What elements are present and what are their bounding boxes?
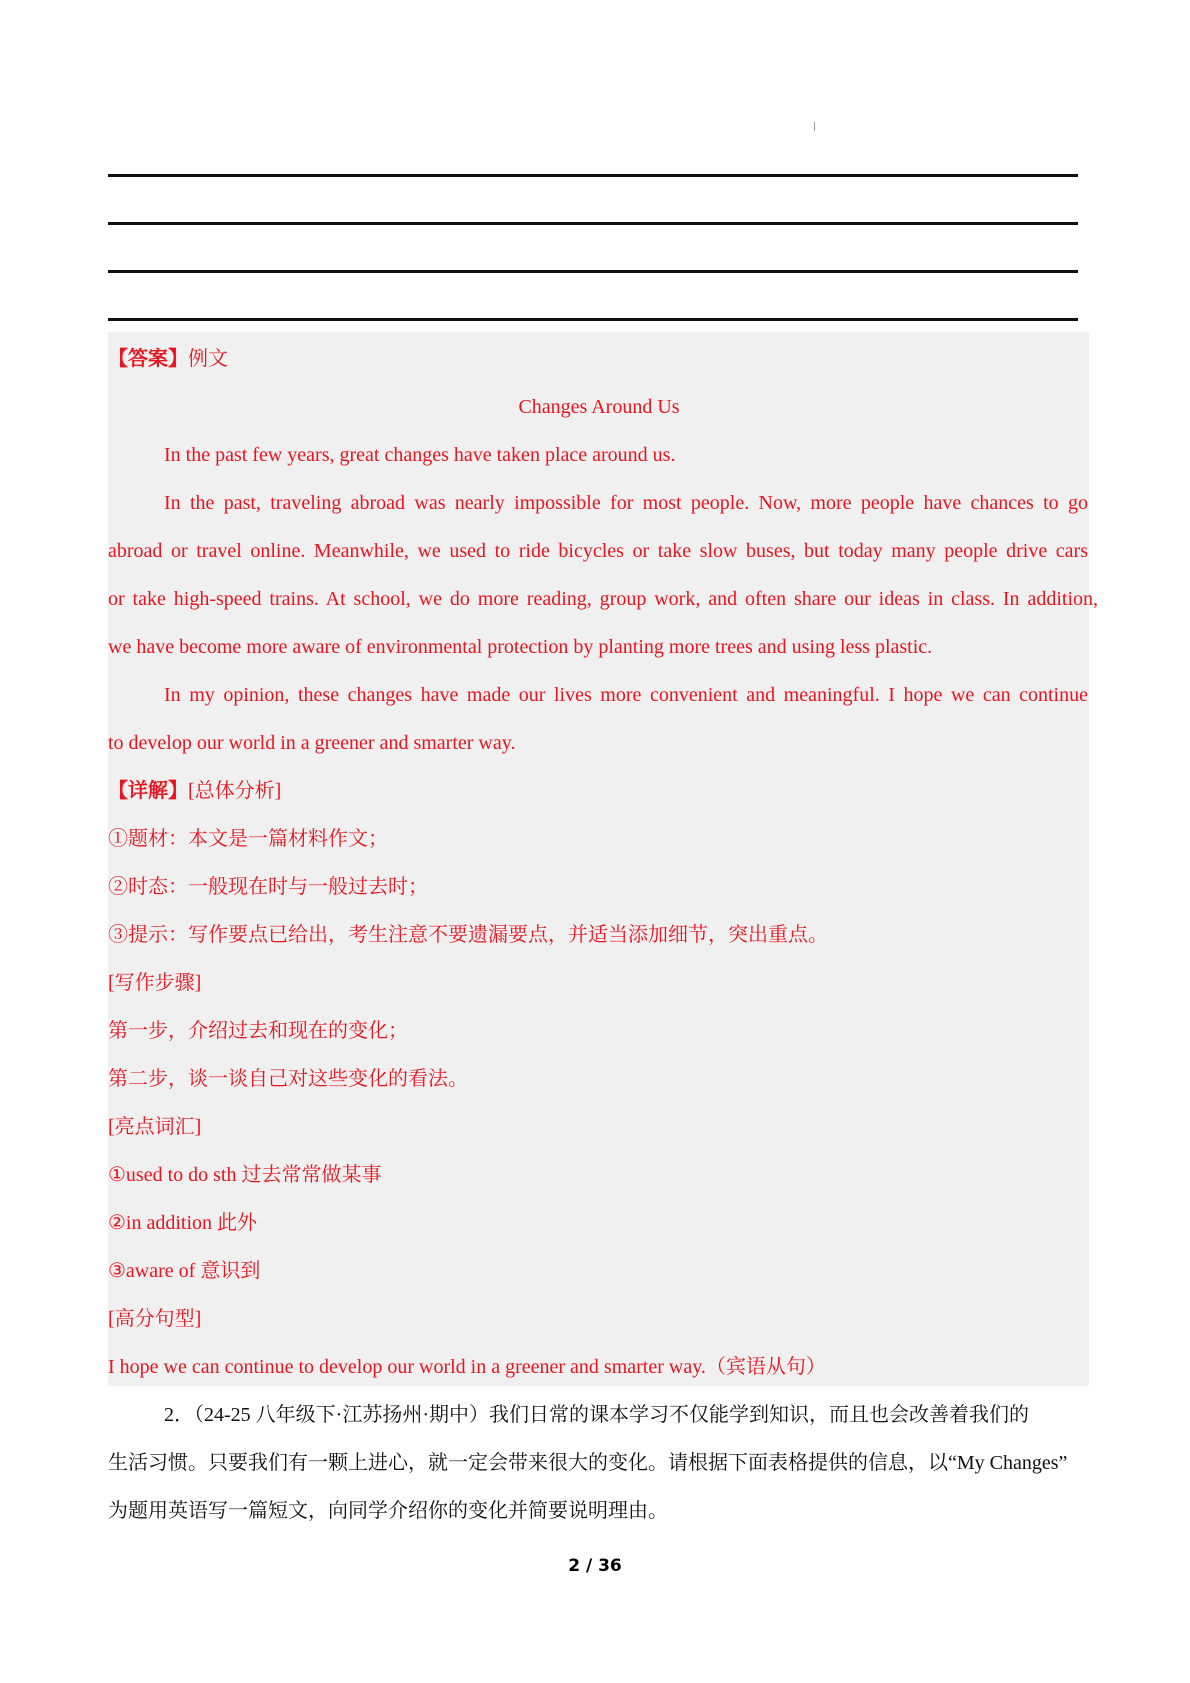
essay-paragraph-1: In the past few years, great changes have taken place around us. bbox=[164, 444, 676, 466]
essay-paragraph-2-line-3: or take high-speed trains. At school, we do more reading, group work, and often share our ideas in class. In addition, bbox=[108, 588, 1098, 610]
answer-label bbox=[108, 346, 228, 372]
question-2-line-2: 生活习惯。只要我们有一颗上进心，就一定会带来很大的变化。请根据下面表格提供的信息，以“My Changes” bbox=[108, 1452, 1068, 1474]
question-2-line-3: 为题用英语写一篇短文，向同学介绍你的变化并简要说明理由。 bbox=[108, 1500, 668, 1522]
question-2-line-1: 2．（24-25 八年级下·江苏扬州·期中）我们日常的课本学习不仅能学到知识，而且也会改善着我们的 bbox=[164, 1404, 1029, 1426]
overall-item-topic: ①题材：本文是一篇材料作文； bbox=[108, 828, 388, 850]
blank-writing-line bbox=[108, 174, 1078, 177]
overall-item-tense: ②时态：一般现在时与一般过去时； bbox=[108, 876, 428, 898]
overall-analysis-heading: [总体分析] bbox=[188, 780, 282, 802]
blank-writing-line bbox=[108, 318, 1078, 321]
essay-title: Changes Around Us bbox=[518, 396, 680, 418]
sentence-pattern-example: I hope we can continue to develop our world in a greener and smarter way.（宾语从句） bbox=[108, 1356, 826, 1378]
essay-paragraph-2-line-4: we have become more aware of environmental protection by planting more trees and using less plastic. bbox=[108, 636, 933, 658]
vocab-item-2: ②in addition 此外 bbox=[108, 1212, 258, 1234]
page-number: 2 / 36 bbox=[568, 1556, 622, 1576]
explanation-label: 【详解】 bbox=[108, 780, 188, 802]
vocab-item-3: ③aware of 意识到 bbox=[108, 1260, 261, 1282]
overall-item-hint: ③提示：写作要点已给出，考生注意不要遗漏要点，并适当添加细节，突出重点。 bbox=[108, 924, 828, 946]
answer-label-bracket: 【答案】 bbox=[108, 348, 188, 370]
blank-writing-line bbox=[108, 222, 1078, 225]
vocab-heading: [亮点词汇] bbox=[108, 1116, 202, 1138]
answer-label-text: 例文 bbox=[188, 348, 228, 370]
blank-writing-line bbox=[108, 270, 1078, 273]
sentence-pattern-heading: [高分句型] bbox=[108, 1308, 202, 1330]
essay-paragraph-2-line-1: In the past, traveling abroad was nearly impossible for most people. Now, more people have chances to go bbox=[164, 492, 1088, 514]
essay-paragraph-2-line-2: abroad or travel online. Meanwhile, we used to ride bicycles or take slow buses, but today many people drive cars bbox=[108, 540, 1088, 562]
essay-paragraph-3-line-1: In my opinion, these changes have made our lives more convenient and meaningful. I hope we can continue bbox=[164, 684, 1088, 706]
writing-step-2: 第二步，谈一谈自己对这些变化的看法。 bbox=[108, 1068, 468, 1090]
explanation-header bbox=[108, 778, 281, 804]
writing-step-1: 第一步，介绍过去和现在的变化； bbox=[108, 1020, 408, 1042]
text-cursor-mark bbox=[814, 122, 815, 131]
essay-paragraph-3-line-2: to develop our world in a greener and smarter way. bbox=[108, 732, 516, 754]
writing-steps-heading: [写作步骤] bbox=[108, 972, 202, 994]
vocab-item-1: ①used to do sth 过去常常做某事 bbox=[108, 1164, 382, 1186]
